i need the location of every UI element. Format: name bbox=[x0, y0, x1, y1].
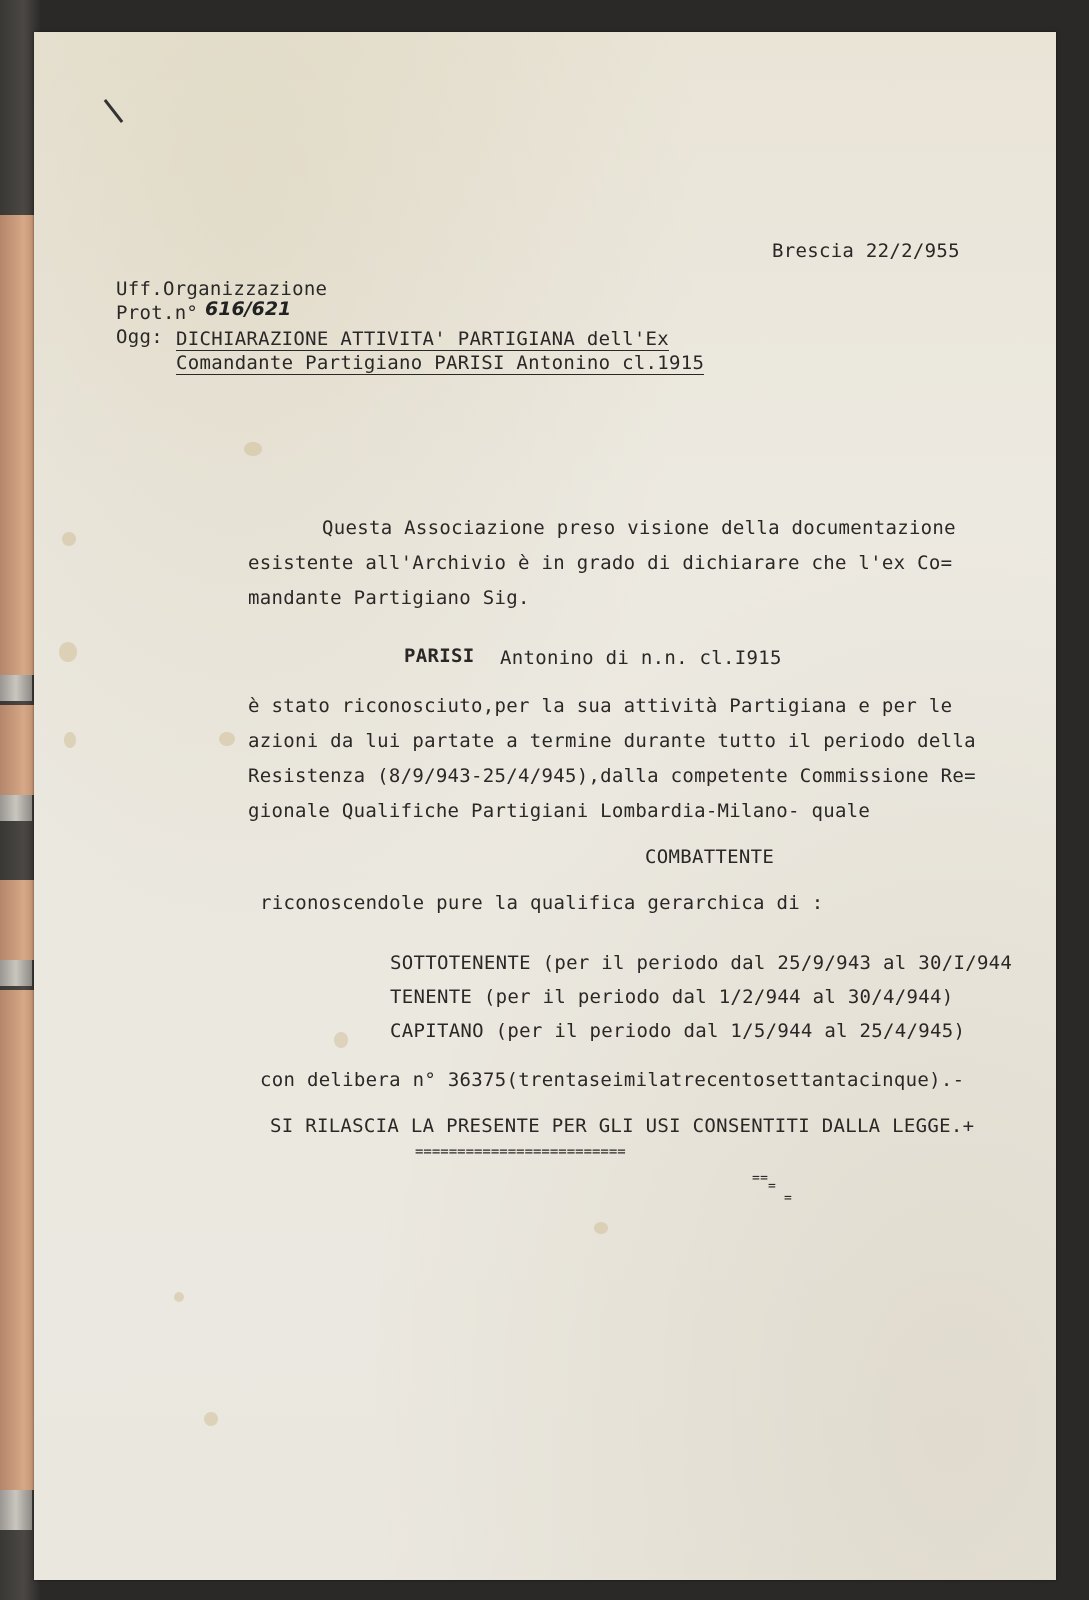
closing-line: SI RILASCIA LA PRESENTE PER GLI USI CONSENTITI DALLA LEGGE.+ bbox=[270, 1115, 975, 1137]
rank-line: SOTTOTENENTE (per il periodo dal 25/9/943 al 30/I/944 bbox=[390, 952, 1013, 974]
rank-line: TENENTE (per il periodo dal 1/2/944 al 30/4/944) bbox=[390, 986, 954, 1008]
end-mark: = bbox=[768, 1179, 777, 1194]
paper-stain bbox=[62, 532, 76, 546]
ranks-intro: riconoscendole pure la qualifica gerarchica di : bbox=[260, 892, 824, 914]
office-line: Uff.Organizzazione bbox=[116, 278, 328, 300]
binder-ribbon bbox=[0, 960, 32, 986]
delibera-line: con delibera n° 36375(trentaseimilatrecentosettantacinque).- bbox=[260, 1069, 965, 1091]
paragraph-line: gionale Qualifiche Partigiani Lombardia-Milano- quale bbox=[248, 800, 871, 822]
subject-label: Ogg: bbox=[116, 326, 163, 348]
binder-tab bbox=[0, 880, 36, 960]
paragraph-line: azioni da lui partate a termine durante tutto il periodo della bbox=[248, 730, 976, 752]
binder-tab bbox=[0, 215, 36, 675]
qualification: COMBATTENTE bbox=[645, 846, 775, 868]
paragraph-line: mandante Partigiano Sig. bbox=[248, 587, 530, 609]
divider-line: ========================= bbox=[415, 1144, 626, 1160]
protocol-number: 616/621 bbox=[205, 298, 292, 320]
paper-stain bbox=[174, 1292, 184, 1302]
paper-stain bbox=[594, 1222, 608, 1234]
paper-stain bbox=[204, 1412, 218, 1426]
place-date: Brescia 22/2/955 bbox=[772, 240, 960, 262]
end-mark: = bbox=[784, 1191, 793, 1206]
person-details: Antonino di n.n. cl.I915 bbox=[500, 647, 782, 669]
binder-tab bbox=[0, 705, 36, 795]
paragraph-line: Questa Associazione preso visione della documentazione bbox=[322, 517, 956, 539]
paper-stain bbox=[59, 642, 77, 662]
paper-stain bbox=[64, 732, 76, 748]
end-mark: == bbox=[752, 1171, 769, 1186]
paper-stain bbox=[334, 1032, 348, 1048]
person-surname: PARISI bbox=[404, 645, 475, 667]
paragraph-line: Resistenza (8/9/943-25/4/945),dalla competente Commissione Re= bbox=[248, 765, 976, 787]
paragraph-line: è stato riconosciuto,per la sua attività Partigiana e per le bbox=[248, 695, 953, 717]
binder-tab bbox=[0, 990, 36, 1490]
rank-line: CAPITANO (per il periodo dal 1/5/944 al 25/4/945) bbox=[390, 1020, 966, 1042]
paper-stain bbox=[219, 732, 235, 746]
paper-stain bbox=[244, 442, 262, 456]
subject-line-1: DICHIARAZIONE ATTIVITA' PARTIGIANA dell'Ex bbox=[176, 328, 670, 350]
paragraph-line: esistente all'Archivio è in grado di dichiarare che l'ex Co= bbox=[248, 552, 953, 574]
protocol-label: Prot.n° bbox=[116, 302, 199, 324]
binder-ribbon bbox=[0, 795, 32, 821]
subject-line-2: Comandante Partigiano PARISI Antonino cl.1915 bbox=[176, 352, 705, 374]
binder-ribbon bbox=[0, 1490, 32, 1530]
binder-ribbon bbox=[0, 675, 32, 701]
